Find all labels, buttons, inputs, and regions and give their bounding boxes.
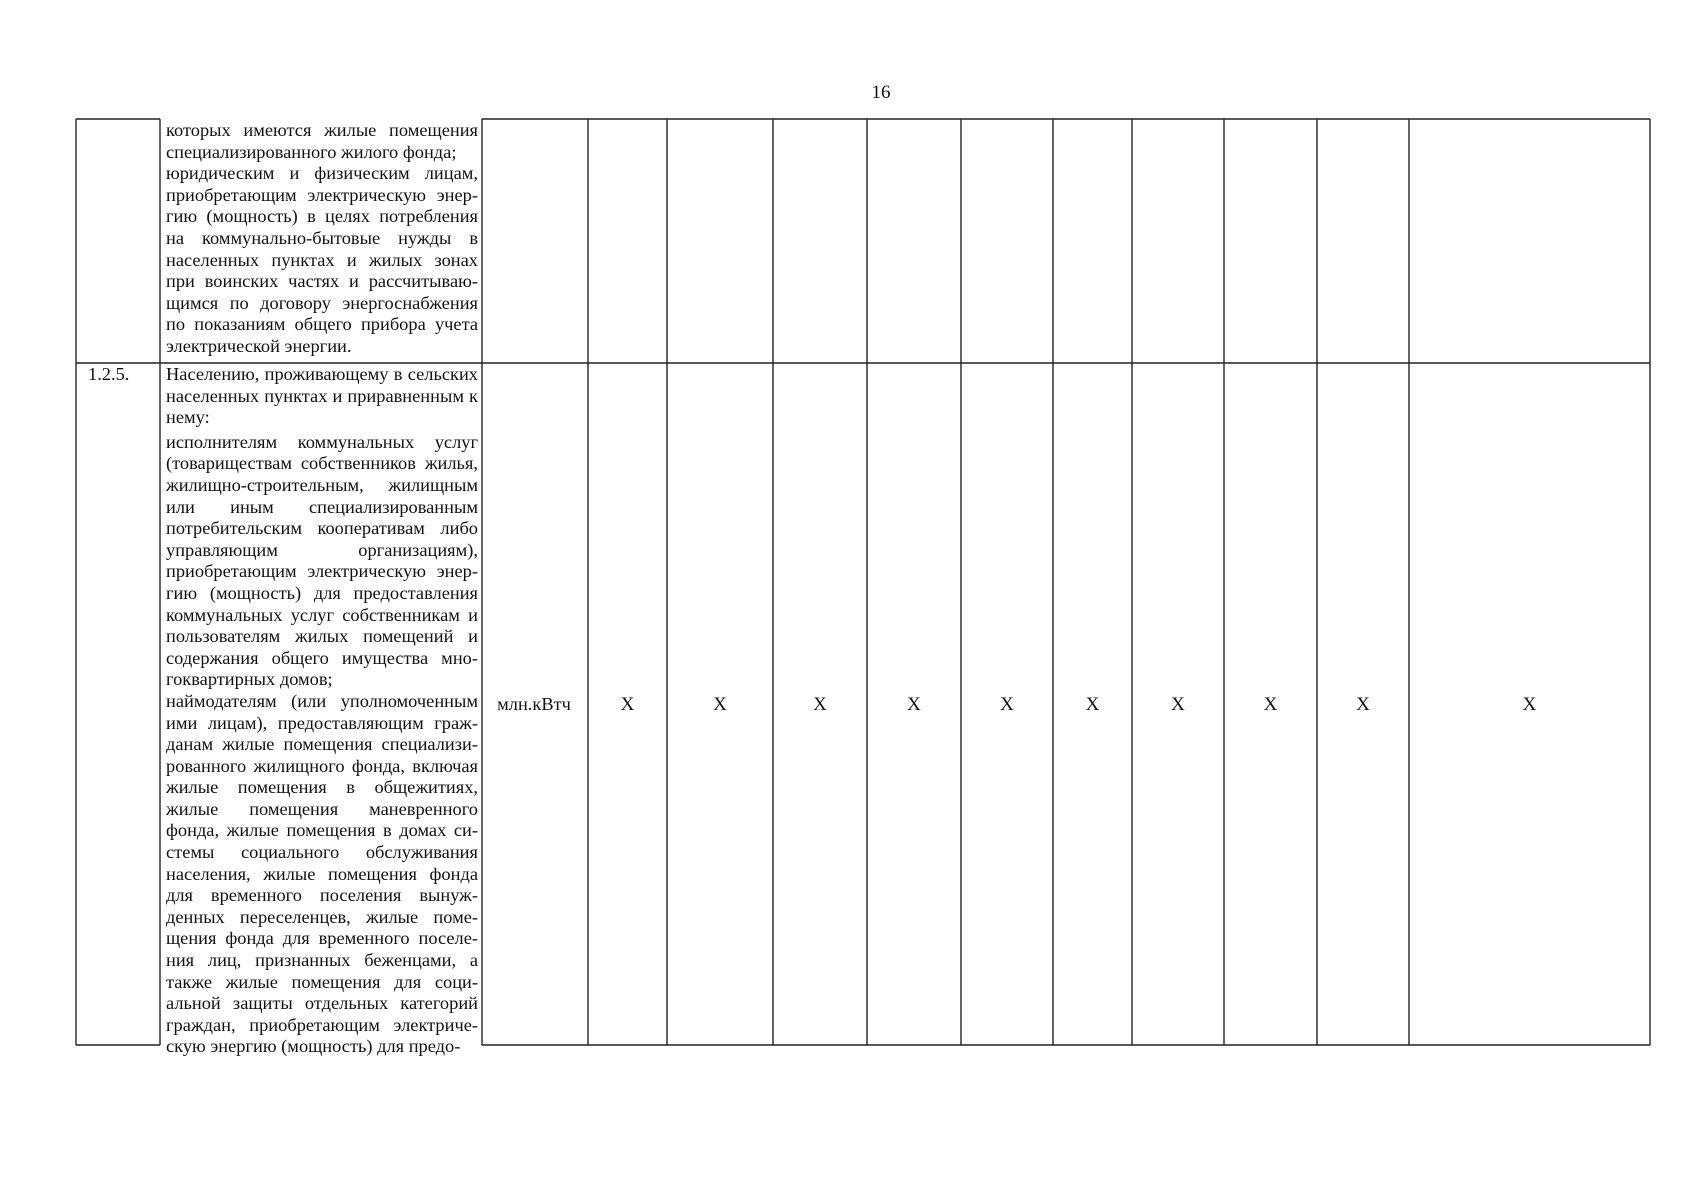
description-paragraph: юридическим и физическим лицам, приобретающим электрическую энергию (мощность) в целях потребления на коммунально-бытовые нужды в населенных пунктах и жилых зонах при воинских частях и рассчитывающимся по договору энергоснабжения по показаниям общего прибора учета электрической энергии. — [166, 163, 478, 356]
row-description — [166, 364, 478, 1058]
description-paragraph: исполнителям коммунальных услуг (товариществам собственников жилья, жилищно-строительным, жилищным или иным специализированным потребительским кооперативам либо управляющим организациям), приобретающим электрическую энергию (мощность) для предоставления коммунальных услуг собственникам и пользователям жилых помещений и содержания общего имущества многоквартирных домов; — [166, 431, 478, 690]
row-number: 1.2.5. — [88, 364, 130, 384]
value-cell: X — [620, 694, 635, 715]
row-description-continued — [166, 120, 478, 358]
value-cell: X — [1171, 694, 1185, 715]
description-paragraph: наймодателям (или уполномоченным ими лицам), предоставляющим гражданам жилые помещения специализированного жилищного фонда, включая жилые помещения в общежитиях, жилые помещения маневренного фонда, жилые помещения в домах системы социального обслуживания населения, жилые помещения фонда для временного поселения вынужденных переселенцев, жилые помещения фонда для временного поселения лиц, признанных беженцами, а также жилые помещения для социальной защиты отдельных категорий граждан, приобретающим электрическую энергию (мощность) для предо- — [166, 690, 478, 1057]
value-cell: X — [1000, 694, 1014, 715]
value-cell: X — [907, 694, 921, 715]
value-cell: X — [1522, 694, 1537, 715]
unit-cell: млн.кВтч — [497, 694, 571, 714]
value-cell: X — [1085, 694, 1100, 715]
page-number: 16 — [871, 82, 891, 103]
value-cell: X — [1356, 694, 1370, 715]
value-cell: X — [813, 694, 827, 715]
description-paragraph: Населению, проживающему в сельских населенных пунктах и приравненным к нему: — [166, 364, 478, 428]
description-paragraph: которых имеются жилые помещения специализированного жилого фонда; — [166, 120, 478, 162]
value-cell: X — [1263, 694, 1278, 715]
value-cell: X — [713, 694, 727, 715]
